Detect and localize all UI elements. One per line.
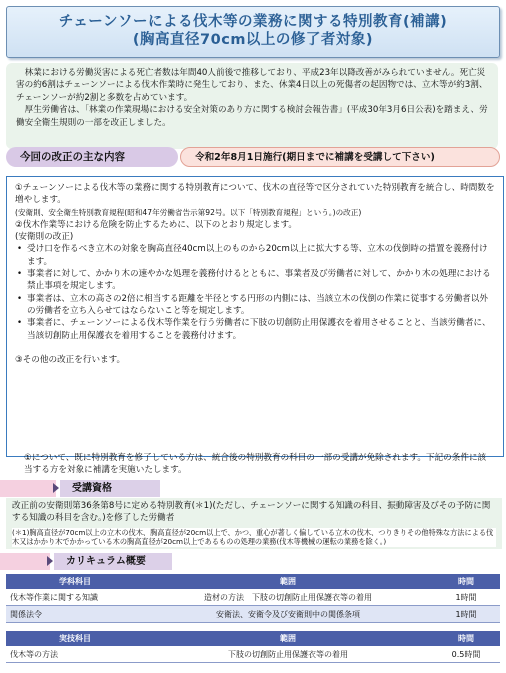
practical-curriculum-table [6, 631, 500, 663]
intro-paragraph-2: 厚生労働省は、「林業の作業現場における安全対策のあり方に関する検討会報告書」(平成30年3月6日公表)を踏まえ、労働安全衛生規則の一部を改正しました。 [16, 105, 488, 128]
table-cell: 伐木等の方法 [6, 646, 144, 663]
table-cell: 1時間 [432, 606, 500, 623]
table-cell: 1時間 [432, 589, 500, 606]
reform-bullet: • 事業者は、立木の高さの2倍に相当する距離を半径とする円形の内側には、当該立木の伐倒の作業に従事する労働者以外の労働者を立ち入らせてはならないこと等を規定します。 [15, 293, 495, 318]
table-cell: 関係法令 [6, 606, 144, 623]
reform-item-3: ③その他の改正を行います。 [15, 354, 126, 365]
title-line-1: チェーンソーによる伐木等の業務に関する特別教育(補講) [58, 14, 448, 30]
qualification-box [6, 498, 502, 549]
table-cell: 下肢の切創防止用保護衣等の着用 [144, 646, 432, 663]
table-cell: 安衛法、安衛令及び安衛則中の関係条項 [144, 606, 432, 623]
table-header: 時間 [432, 631, 500, 646]
intro-paragraph-1: 林業における労働災害による死亡者数は年間40人前後で推移しており、平成23年以降改善がみられていません。死亡災害の約6割はチェーンソーによる伐木作業時に発生しており、また、休業4日以上の死傷者の起因物では、立木等が約3割、チェーンソーが約2割と多数を占めています。 [16, 68, 488, 103]
curriculum-heading: カリキュラム概要 [54, 553, 172, 570]
table-row [6, 646, 500, 663]
curriculum-accent-bar [0, 553, 50, 570]
table-cell: 0.5時間 [432, 646, 500, 663]
reform-item-1-note: (安衛則、安全衛生特別教育規程(昭和47年労働省告示第92号。以下「特別教育規程」という。)の改正) [15, 207, 362, 217]
qualification-footnote: (＊1)胸高直径が70cm以上の立木の伐木、胸高直径が20cm以上で、かつ、重心が著しく偏している立木の伐木、つりきりその他特殊な方法による伐木又はかかり木でかかっている木の胸高直径が20cm以上であるものの処理の業務(伐木等機械の運転の業務を除く。) [12, 528, 496, 547]
qualification-text: 改正前の安衛則第36条第8号に定める特別教育(＊1)(ただし、チェーンソーに関する知識の科目、振動障害及びその予防に関する知識の科目を含む。)を修了した労働者 [12, 501, 491, 524]
intro-box [6, 63, 498, 149]
section-heading: 今回の改正の主な内容 [6, 147, 178, 167]
table-row [6, 589, 500, 606]
reform-item-2-sub: (安衛則の改正) [15, 232, 74, 243]
reform-item-2: ②伐木作業等における危険を防止するために、以下のとおり規定します。 [15, 219, 298, 230]
table-cell: 伐木等作業に関する知識 [6, 589, 144, 606]
qualification-accent-bar [0, 480, 56, 497]
table-header: 学科科目 [6, 574, 144, 589]
lecture-curriculum-table [6, 574, 500, 623]
reform-bullet: • 事業者に対して、かかり木の速やかな処理を義務付けるとともに、事業者及び労働者に対して、かかり木の処理における禁止事項を規定します。 [15, 268, 495, 293]
reform-item-1: ①チェーンソーによる伐木等の業務に関する特別教育について、伐木の直径等で区分されていた特別教育を統合し、時間数を増やします。 [15, 183, 495, 206]
table-header: 実技科目 [6, 631, 144, 646]
table-header: 時間 [432, 574, 500, 589]
table-row [6, 606, 500, 623]
reform-content-box [6, 176, 504, 457]
exemption-note: ①について、既に特別教育を修了している方は、統合後の特別教育の科目の一部の受講が免除されます。下記の条件に該当する方を対象に補講を実施いたします。 [24, 453, 487, 476]
title-banner [6, 6, 500, 58]
qualification-heading: 受講資格 [60, 480, 160, 497]
table-header: 範囲 [144, 574, 432, 589]
table-cell: 造材の方法 下肢の切創防止用保護衣等の着用 [144, 589, 432, 606]
title-line-2: (胸高直径70cm以上の修了者対象) [132, 32, 374, 48]
table-header: 範囲 [144, 631, 432, 646]
reform-bullet-list [15, 243, 495, 341]
reform-bullet: • 事業者に、チェーンソーによる伐木等作業を行う労働者に下肢の切創防止用保護衣を着用させることと、当該労働者に、当該切創防止用保護衣を着用することを義務付けます。 [15, 317, 495, 342]
effective-date-banner: 令和2年8月1日施行(期日までに補講を受講して下さい) [180, 147, 500, 167]
reform-bullet: • 受け口を作るべき立木の対象を胸高直径40cm以上のものから20cm以上に拡大する等、立木の伐倒時の措置を義務付けます。 [15, 243, 495, 268]
